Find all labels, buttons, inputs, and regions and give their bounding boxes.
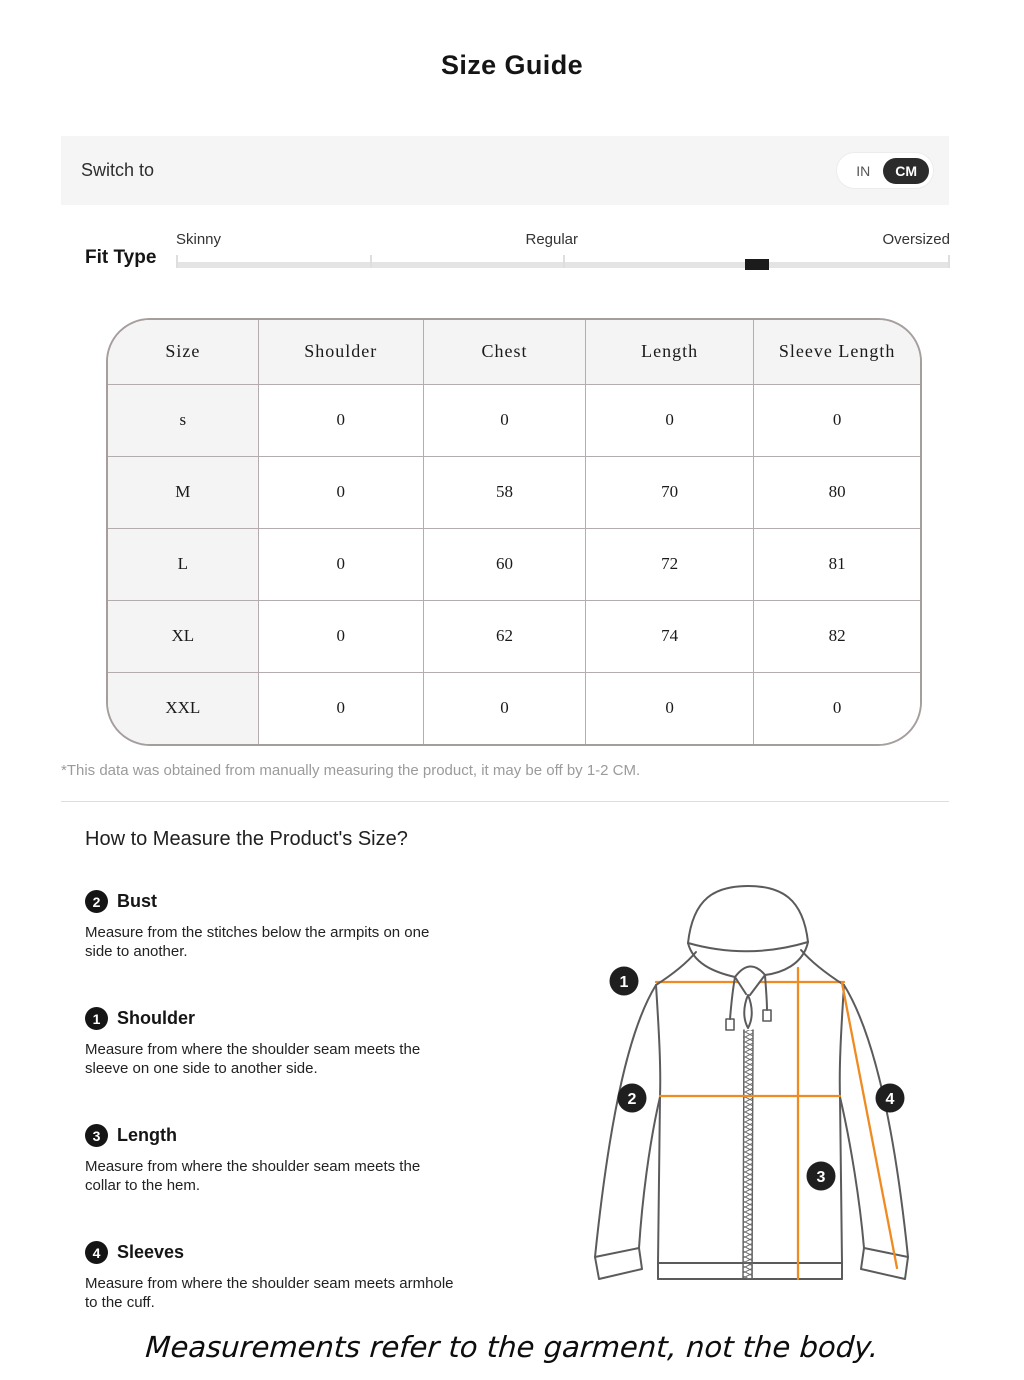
cell-value: 0 (754, 384, 920, 456)
section-description: Measure from where the shoulder seam meets the sleeve on one side to another side. (85, 1041, 421, 1077)
fit-option-regular: Regular (525, 231, 579, 248)
unit-switch-bar (61, 136, 949, 205)
row-label-s: s (108, 384, 258, 456)
cell-value: 58 (423, 456, 585, 528)
slider-tick (563, 255, 565, 268)
diagram-marker-2 (618, 1084, 647, 1113)
section-description: Measure from the stitches below the armpits on one side to another. (85, 924, 430, 960)
table-footnote: *This data was obtained from manually measuring the product, it may be off by 1-2 CM. (61, 762, 641, 779)
section-description: Measure from where the shoulder seam meets the collar to the hem. (85, 1158, 421, 1194)
fit-option-oversized: Oversized (882, 231, 950, 248)
section-bust (85, 890, 485, 961)
svg-text:3: 3 (816, 1169, 826, 1186)
fit-type-slider-handle[interactable] (745, 259, 769, 270)
cell-value: 0 (754, 672, 920, 744)
section-title: Length (117, 1125, 177, 1145)
col-header-shoulder: Shoulder (258, 320, 423, 384)
cell-value: 81 (754, 528, 920, 600)
measure-instructions (85, 890, 485, 1358)
size-table (106, 318, 922, 746)
table-row (108, 528, 920, 600)
page-title: Size Guide (440, 50, 584, 80)
cell-value: 72 (586, 528, 754, 600)
fit-option-skinny: Skinny (176, 231, 222, 248)
slider-tick (370, 255, 372, 268)
diagram-marker-4 (876, 1084, 905, 1113)
diagram-marker-1 (610, 967, 639, 996)
footer-note: Measurements refer to the garment, not the body. (144, 1330, 880, 1364)
cell-value: 0 (258, 600, 423, 672)
cell-value: 62 (423, 600, 585, 672)
col-header-sleeve-length: Sleeve Length (754, 320, 920, 384)
number-badge-1: 1 (85, 1007, 108, 1030)
row-label-xl: XL (108, 600, 258, 672)
switch-to-label: Switch to (81, 160, 155, 180)
cell-value: 0 (586, 384, 754, 456)
number-badge-2: 2 (85, 890, 108, 913)
section-shoulder (85, 1007, 485, 1078)
col-header-length: Length (586, 320, 754, 384)
svg-text:4: 4 (885, 1091, 895, 1108)
fit-type-label: Fit Type (85, 247, 157, 268)
fit-type-slider (176, 231, 950, 268)
row-label-l: L (108, 528, 258, 600)
number-badge-3: 3 (85, 1124, 108, 1147)
unit-option-in[interactable]: IN (856, 162, 871, 179)
row-label-m: M (108, 456, 258, 528)
cell-value: 0 (423, 672, 585, 744)
cell-value: 82 (754, 600, 920, 672)
section-divider (61, 801, 949, 802)
cell-value: 80 (754, 456, 920, 528)
cell-value: 0 (423, 384, 585, 456)
section-description: Measure from where the shoulder seam meets armhole to the cuff. (85, 1275, 454, 1311)
table-row (108, 600, 920, 672)
table-header-row (108, 320, 920, 384)
number-badge-4: 4 (85, 1241, 108, 1264)
section-length (85, 1124, 485, 1195)
cell-value: 0 (258, 528, 423, 600)
cell-value: 0 (258, 384, 423, 456)
table-row (108, 384, 920, 456)
svg-text:1: 1 (619, 974, 629, 991)
section-title: Shoulder (117, 1008, 196, 1028)
row-label-xxl: XXL (108, 672, 258, 744)
unit-option-cm[interactable]: CM (883, 158, 929, 184)
section-title: Sleeves (117, 1242, 185, 1262)
unit-toggle[interactable] (836, 152, 934, 189)
slider-tick (948, 255, 950, 268)
cell-value: 74 (586, 600, 754, 672)
how-to-measure-heading: How to Measure the Product's Size? (85, 828, 408, 850)
section-title: Bust (117, 891, 157, 911)
slider-tick (176, 255, 178, 268)
hoodie-measurement-diagram (575, 872, 980, 1297)
col-header-size: Size (108, 320, 258, 384)
svg-text:2: 2 (627, 1091, 637, 1108)
cell-value: 0 (258, 456, 423, 528)
cell-value: 0 (258, 672, 423, 744)
col-header-chest: Chest (423, 320, 585, 384)
fit-type-options (176, 231, 950, 248)
fit-type-slider-track[interactable] (176, 262, 950, 268)
section-sleeves (85, 1241, 485, 1312)
cell-value: 60 (423, 528, 585, 600)
table-row (108, 672, 920, 744)
diagram-marker-3 (807, 1162, 836, 1191)
table-row (108, 456, 920, 528)
cell-value: 0 (586, 672, 754, 744)
cell-value: 70 (586, 456, 754, 528)
